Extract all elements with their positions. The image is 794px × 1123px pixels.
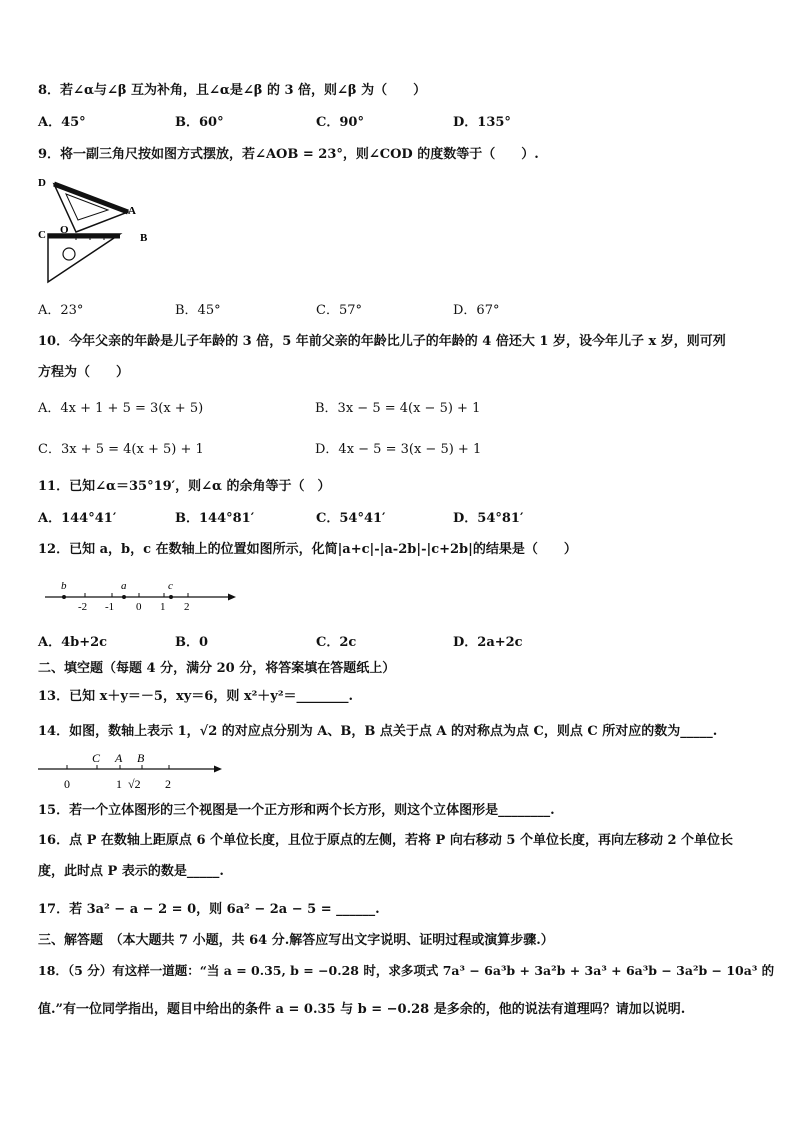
- q9-option-c: C．57°: [316, 303, 362, 318]
- q10-stem-line1: 10．今年父亲的年龄是儿子年龄的 3 倍，5 年前父亲的年龄比儿子的年龄的 4 倍还大 1 岁，设今年儿子 x 岁，则可列: [38, 334, 726, 349]
- q11-option-c: C．54°41′: [316, 511, 386, 526]
- label-b: B: [140, 232, 148, 244]
- point-b: B: [137, 751, 145, 765]
- point-c: c: [168, 580, 173, 592]
- q12-option-a: A．4b+2c: [38, 635, 108, 650]
- tick-0: 0: [64, 777, 70, 791]
- q10-option-d: D．4x − 5 = 3(x − 5) + 1: [315, 442, 482, 457]
- q17: 17．若 3a² − a − 2 = 0，则 6a² − 2a − 5 = ______.: [38, 902, 380, 917]
- q10-option-c: C．3x + 5 = 4(x + 5) + 1: [38, 442, 204, 457]
- label-c: C: [38, 229, 46, 241]
- q13: 13．已知 x＋y＝－5，xy＝6，则 x²＋y²＝________.: [38, 689, 354, 704]
- q10-stem-line2: 方程为（ ）: [38, 365, 130, 380]
- q18-line1: 18．（5 分）有这样一道题：“当 a = 0.35, b = −0.28 时，求多项式 7a³ − 6a³b + 3a²b + 3a³ + 6a³b − 3a²b − 10a³ 的: [38, 963, 775, 978]
- q18-line2: 值.”有一位同学指出，题目中给出的条件 a = 0.35 与 b = −0.28 是多余的，他的说法有道理吗？请加以说明.: [38, 1002, 686, 1017]
- q9-stem: 9．将一副三角尺按如图方式摆放，若∠AOB = 23°，则∠COD 的度数等于（ ）.: [38, 147, 539, 162]
- q12-option-d: D．2a+2c: [453, 635, 523, 650]
- tick-0: 0: [136, 601, 142, 613]
- tick-1: 1: [116, 777, 122, 791]
- q16-line1: 16．点 P 在数轴上距原点 6 个单位长度，且位于原点的左侧，若将 P 向右移动 5 个单位长度，再向左移动 2 个单位长: [38, 833, 734, 848]
- q10-option-a: A．4x + 1 + 5 = 3(x + 5): [38, 401, 204, 416]
- q8-option-d: D．135°: [453, 115, 511, 130]
- q8-stem: 8．若∠α与∠β 互为补角，且∠α是∠β 的 3 倍，则∠β 为（ ）: [38, 83, 427, 98]
- section-2-heading: 二、填空题（每题 4 分，满分 20 分，将答案填在答题纸上）: [38, 661, 396, 676]
- q12-stem: 12．已知 a，b，c 在数轴上的位置如图所示，化简|a+c|-|a-2b|-|c+2b|的结果是（ ）: [38, 542, 577, 557]
- tick-sqrt2: √2: [128, 777, 141, 791]
- q16-line2: 度，此时点 P 表示的数是_____.: [38, 864, 224, 879]
- q9-option-d: D．67°: [453, 303, 500, 318]
- point-c: C: [92, 751, 101, 765]
- point-a: A: [115, 751, 123, 765]
- triangle-rulers-figure: [36, 172, 156, 292]
- point-b: b: [61, 580, 67, 592]
- tick-minus2: -2: [78, 601, 88, 613]
- number-line-figure-q14: [36, 748, 226, 792]
- q11-stem: 11．已知∠α＝35°19′，则∠α 的余角等于（ ）: [38, 479, 331, 494]
- q8-option-c: C．90°: [316, 115, 364, 130]
- q15: 15．若一个立体图形的三个视图是一个正方形和两个长方形，则这个立体图形是________.: [38, 803, 555, 818]
- q9-option-a: A．23°: [38, 303, 84, 318]
- q12-option-c: C．2c: [316, 635, 357, 650]
- label-o: O: [60, 224, 69, 236]
- section-3-heading: 三、解答题 （本大题共 7 小题，共 64 分.解答应写出文字说明、证明过程或演算步骤.）: [38, 933, 554, 948]
- tick-2: 2: [165, 777, 171, 791]
- q10-option-b: B．3x − 5 = 4(x − 5) + 1: [315, 401, 481, 416]
- tick-minus1: -1: [105, 601, 115, 613]
- label-a: A: [128, 205, 136, 217]
- q11-option-a: A．144°41′: [38, 511, 117, 526]
- tick-2: 2: [184, 601, 190, 613]
- q11-option-d: D．54°81′: [453, 511, 524, 526]
- q8-option-a: A．45°: [38, 115, 86, 130]
- label-d: D: [38, 177, 46, 189]
- number-line-figure-q12: [40, 578, 240, 614]
- q14-stem: 14．如图，数轴上表示 1，√2 的对应点分别为 A、B，B 点关于点 A 的对称点为点 C，则点 C 所对应的数为_____.: [38, 724, 718, 739]
- tick-1: 1: [160, 601, 166, 613]
- point-a: a: [121, 580, 127, 592]
- q9-option-b: B．45°: [175, 303, 221, 318]
- q8-option-b: B．60°: [175, 115, 224, 130]
- q12-option-b: B．0: [175, 635, 209, 650]
- q11-option-b: B．144°81′: [175, 511, 255, 526]
